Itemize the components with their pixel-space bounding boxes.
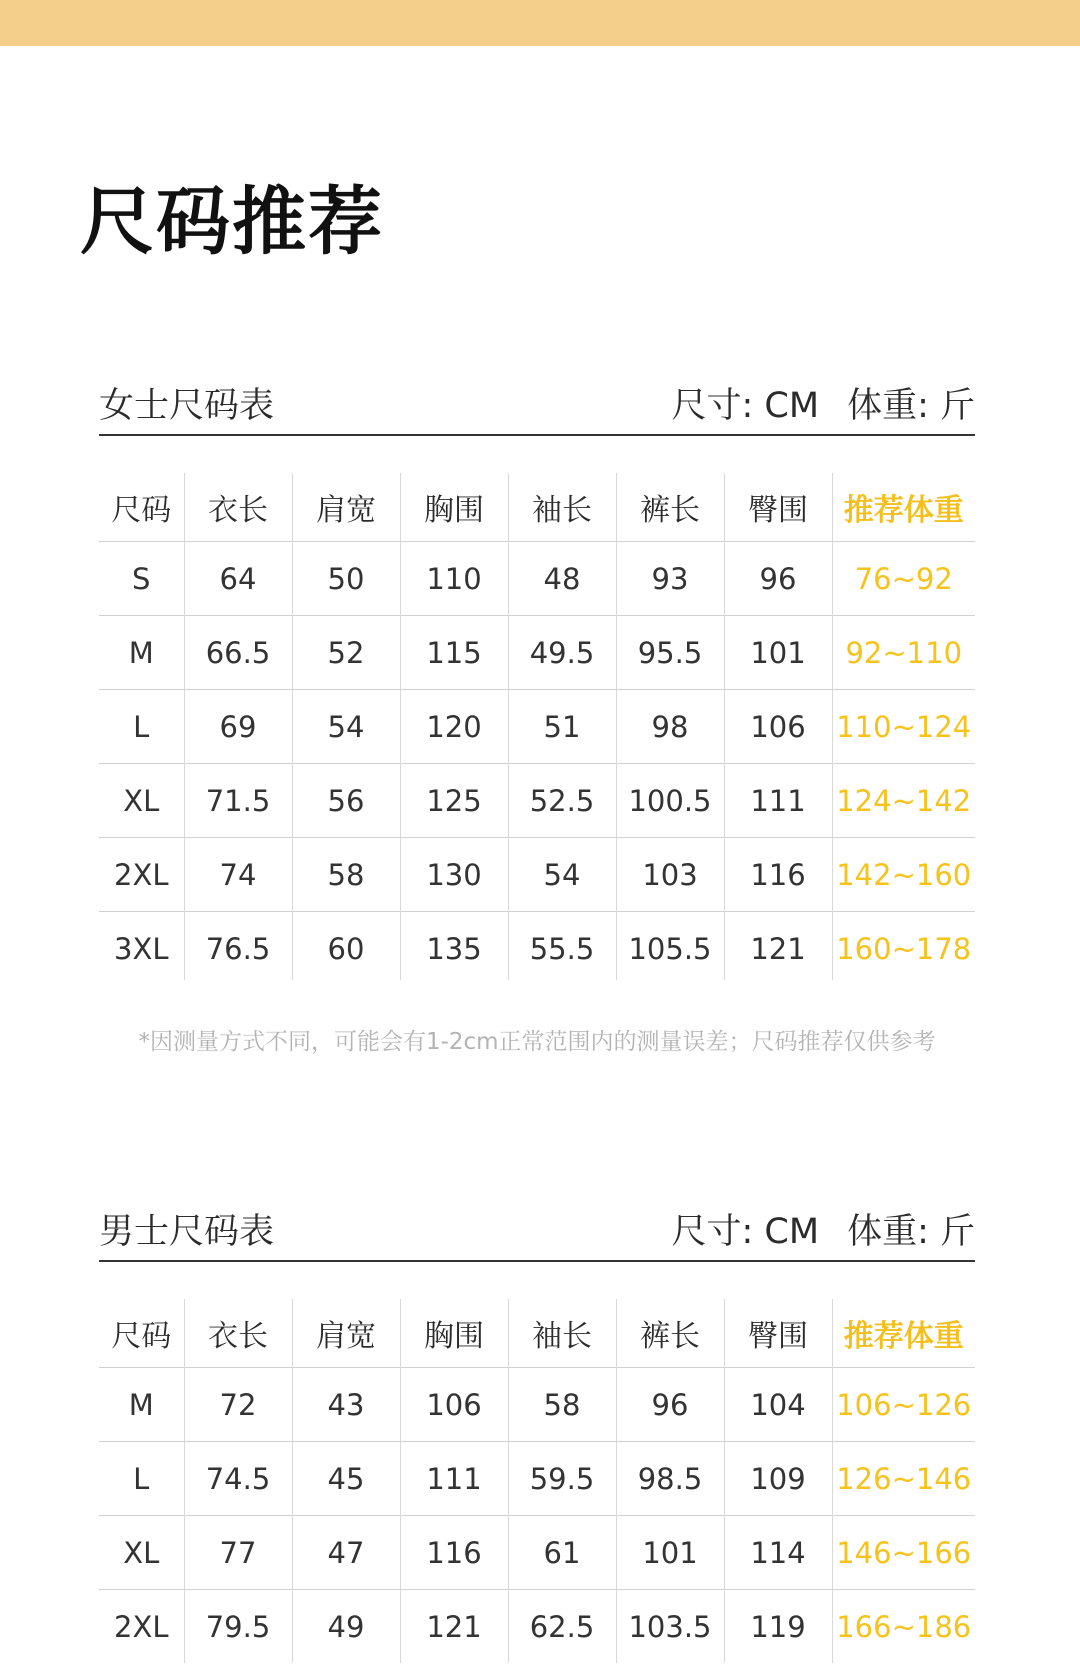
table-cell: 120 (400, 690, 508, 764)
men-table-clip (99, 1299, 975, 1670)
table-cell: 93 (616, 542, 724, 616)
table-cell: L (99, 690, 184, 764)
table-cell: 50 (292, 542, 400, 616)
table-cell: 125 (400, 764, 508, 838)
table-row (99, 616, 975, 690)
men-header-size: 尺码 (111, 1319, 172, 1354)
top-banner-band (0, 0, 1080, 46)
table-cell: 3XL (99, 912, 184, 981)
table-cell: 130 (400, 838, 508, 912)
table-cell: 103 (616, 838, 724, 912)
table-cell: 58 (508, 1368, 616, 1442)
table-cell: 47 (292, 1516, 400, 1590)
table-cell: 100.5 (616, 764, 724, 838)
men-section-header (99, 1210, 975, 1262)
men-section-title: 男士尺码表 (99, 1212, 275, 1252)
measurement-note: *因测量方式不同，可能会有1-2cm正常范围内的测量误差；尺码推荐仅供参考 (138, 1029, 936, 1055)
table-cell: 59.5 (508, 1442, 616, 1516)
table-cell: XL (99, 764, 184, 838)
weight-cell: 146~166 (832, 1516, 975, 1590)
table-cell: 69 (184, 690, 292, 764)
table-cell: 79.5 (184, 1590, 292, 1664)
table-cell: 111 (724, 764, 832, 838)
men-size-section (99, 1210, 975, 1644)
table-cell: 103.5 (616, 1590, 724, 1664)
women-size-section (99, 384, 975, 966)
table-cell: 96 (724, 542, 832, 616)
table-cell: 54 (508, 838, 616, 912)
women-header-weight: 推荐体重 (832, 473, 975, 542)
table-cell: 74.5 (184, 1442, 292, 1516)
table-cell: 101 (724, 616, 832, 690)
weight-cell: 92~110 (832, 616, 975, 690)
table-cell: 96 (616, 1368, 724, 1442)
men-units (672, 1210, 975, 1254)
table-cell: 95.5 (616, 616, 724, 690)
table-cell: 55.5 (508, 912, 616, 981)
table-cell: 49 (292, 1590, 400, 1664)
women-units (672, 384, 975, 428)
men-header-shoulder: 肩宽 (292, 1299, 400, 1368)
table-cell: 64 (184, 542, 292, 616)
table-cell: 76.5 (184, 912, 292, 981)
page-title: 尺码推荐 (80, 179, 384, 265)
table-cell: 109 (724, 1442, 832, 1516)
table-cell: M (99, 616, 184, 690)
table-cell: 101 (616, 1516, 724, 1590)
table-cell: 106 (724, 690, 832, 764)
table-cell: 56 (292, 764, 400, 838)
table-row (99, 1516, 975, 1590)
men-unit-weight: 体重: 斤 (847, 1212, 975, 1252)
women-header-row (99, 473, 975, 542)
table-cell: 106 (400, 1368, 508, 1442)
women-section-header (99, 384, 975, 436)
table-cell: 116 (724, 838, 832, 912)
table-row (99, 838, 975, 912)
women-header-length: 衣长 (184, 473, 292, 542)
weight-cell: 106~126 (832, 1368, 975, 1442)
table-row (99, 1442, 975, 1516)
women-size-table (99, 473, 975, 980)
table-cell: M (99, 1368, 184, 1442)
men-header-weight: 推荐体重 (832, 1299, 975, 1368)
weight-cell: 110~124 (832, 690, 975, 764)
table-cell: 49.5 (508, 616, 616, 690)
women-unit-weight: 体重: 斤 (847, 386, 975, 426)
table-cell: 2XL (99, 838, 184, 912)
table-row (99, 690, 975, 764)
table-cell: 60 (292, 912, 400, 981)
table-cell: 52.5 (508, 764, 616, 838)
table-cell: 111 (400, 1442, 508, 1516)
table-cell: 98 (616, 690, 724, 764)
table-cell: 43 (292, 1368, 400, 1442)
table-cell: 110 (400, 542, 508, 616)
men-header-chest: 胸围 (400, 1299, 508, 1368)
table-cell: 74 (184, 838, 292, 912)
table-cell: 52 (292, 616, 400, 690)
women-section-title: 女士尺码表 (99, 386, 275, 426)
weight-cell: 126~146 (832, 1442, 975, 1516)
table-cell: 2XL (99, 1590, 184, 1664)
table-cell: 114 (724, 1516, 832, 1590)
men-header-sleeve: 袖长 (508, 1299, 616, 1368)
weight-cell: 166~186 (832, 1590, 975, 1664)
women-header-shoulder: 肩宽 (292, 473, 400, 542)
table-cell: 119 (724, 1590, 832, 1664)
table-cell: 71.5 (184, 764, 292, 838)
table-row (99, 1590, 975, 1664)
women-header-pants: 裤长 (616, 473, 724, 542)
table-cell: 135 (400, 912, 508, 981)
table-cell: 48 (508, 542, 616, 616)
table-row (99, 912, 975, 981)
table-cell: 61 (508, 1516, 616, 1590)
weight-cell: 142~160 (832, 838, 975, 912)
table-cell: 77 (184, 1516, 292, 1590)
table-cell: 115 (400, 616, 508, 690)
table-cell: 121 (724, 912, 832, 981)
table-row (99, 764, 975, 838)
women-unit-size: 尺寸: CM (671, 386, 820, 426)
table-cell: 98.5 (616, 1442, 724, 1516)
table-cell: 62.5 (508, 1590, 616, 1664)
women-header-sleeve: 袖长 (508, 473, 616, 542)
table-cell: 104 (724, 1368, 832, 1442)
table-cell: 66.5 (184, 616, 292, 690)
men-header-length: 衣长 (184, 1299, 292, 1368)
table-cell: 51 (508, 690, 616, 764)
table-cell: 54 (292, 690, 400, 764)
table-cell: 45 (292, 1442, 400, 1516)
women-table-clip (99, 473, 975, 980)
men-size-table (99, 1299, 975, 1663)
table-cell: 121 (400, 1590, 508, 1664)
table-row (99, 1368, 975, 1442)
men-unit-size: 尺寸: CM (671, 1212, 820, 1252)
table-cell: S (99, 542, 184, 616)
men-header-row (99, 1299, 975, 1368)
men-header-hip: 臀围 (724, 1299, 832, 1368)
women-header-size: 尺码 (111, 493, 172, 528)
table-cell: XL (99, 1516, 184, 1590)
table-cell: 58 (292, 838, 400, 912)
table-cell: 72 (184, 1368, 292, 1442)
weight-cell: 124~142 (832, 764, 975, 838)
table-cell: 116 (400, 1516, 508, 1590)
table-cell: 105.5 (616, 912, 724, 981)
weight-cell: 160~178 (832, 912, 975, 981)
weight-cell: 76~92 (832, 542, 975, 616)
table-row (99, 542, 975, 616)
table-cell: L (99, 1442, 184, 1516)
women-header-hip: 臀围 (724, 473, 832, 542)
men-header-pants: 裤长 (616, 1299, 724, 1368)
women-header-chest: 胸围 (400, 473, 508, 542)
